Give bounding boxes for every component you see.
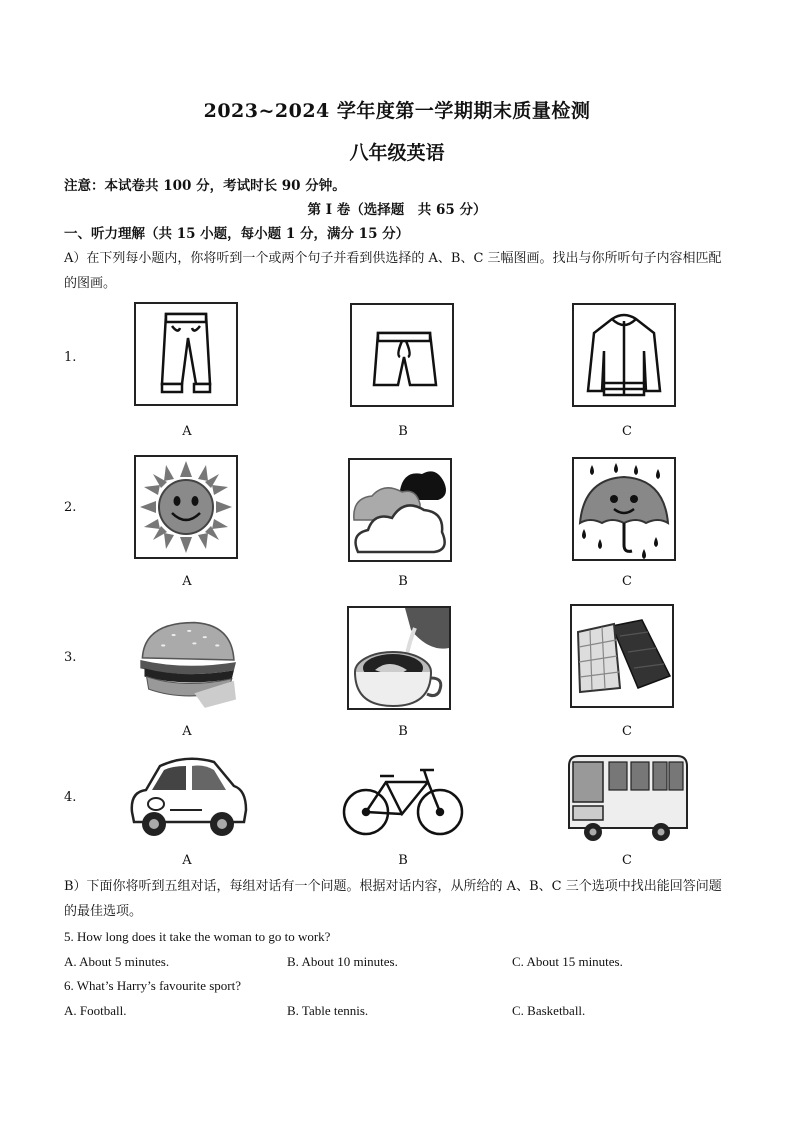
umbrella-rain-icon [572, 457, 676, 561]
option-label: C [622, 424, 632, 439]
sun-icon [134, 455, 238, 559]
bicycle-icon [340, 764, 466, 838]
answer-option: B. Table tennis. [287, 1003, 369, 1018]
trousers-icon [134, 302, 238, 406]
part-a-instruction: A）在下列每小题内，你将听到一个或两个句子并看到供选择的 A、B、C 三幅图画。找出与你所听句子内容相匹配的图画。 [64, 251, 722, 291]
chocolate-icon [570, 604, 674, 708]
hamburger-icon [132, 608, 236, 712]
question-number: 1. [64, 350, 77, 365]
section-heading: 一、听力理解（共 15 小题，每小题 1 分，满分 15 分） [64, 226, 410, 242]
exam-note: 注意：本试卷共 100 分，考试时长 90 分钟。 [64, 178, 346, 194]
question-text: 6. What’s Harry’s favourite sport? [64, 978, 242, 993]
option-label: C [622, 724, 632, 739]
question-text: 5. How long does it take the woman to go to work? [64, 929, 331, 944]
car-icon [126, 752, 250, 840]
coffee-icon [347, 606, 451, 710]
cloudy-icon [348, 458, 452, 562]
option-label: A [182, 424, 192, 439]
answer-option: A. Football. [64, 1003, 127, 1018]
exam-subtitle: 八年级英语 [349, 142, 445, 164]
answer-option: B. About 10 minutes. [287, 954, 398, 969]
option-label: B [398, 424, 408, 439]
part-b-instruction: B）下面你将听到五组对话，每组对话有一个问题。根据对话内容，从所给的 A、B、C 三个选项中找出能回答问题的最佳选项。 [64, 879, 722, 919]
question-number: 2. [64, 500, 77, 515]
exam-title: 2023~2024 学年度第一学期期末质量检测 [203, 100, 591, 122]
option-label: B [398, 853, 408, 868]
option-label: A [182, 853, 192, 868]
answer-option: C. Basketball. [512, 1003, 586, 1018]
answer-option: A. About 5 minutes. [64, 954, 170, 969]
option-label: B [398, 574, 408, 589]
question-number: 4. [64, 790, 77, 805]
shorts-icon [350, 303, 454, 407]
option-label: C [622, 574, 632, 589]
option-label: A [182, 724, 192, 739]
option-label: A [182, 574, 192, 589]
option-label: B [398, 724, 408, 739]
answer-option: C. About 15 minutes. [512, 954, 623, 969]
option-label: C [622, 853, 632, 868]
question-number: 3. [64, 650, 77, 665]
bus-icon [565, 752, 689, 844]
volume-heading: 第 I 卷（选择题 共 65 分） [307, 202, 487, 218]
jacket-icon [572, 303, 676, 407]
